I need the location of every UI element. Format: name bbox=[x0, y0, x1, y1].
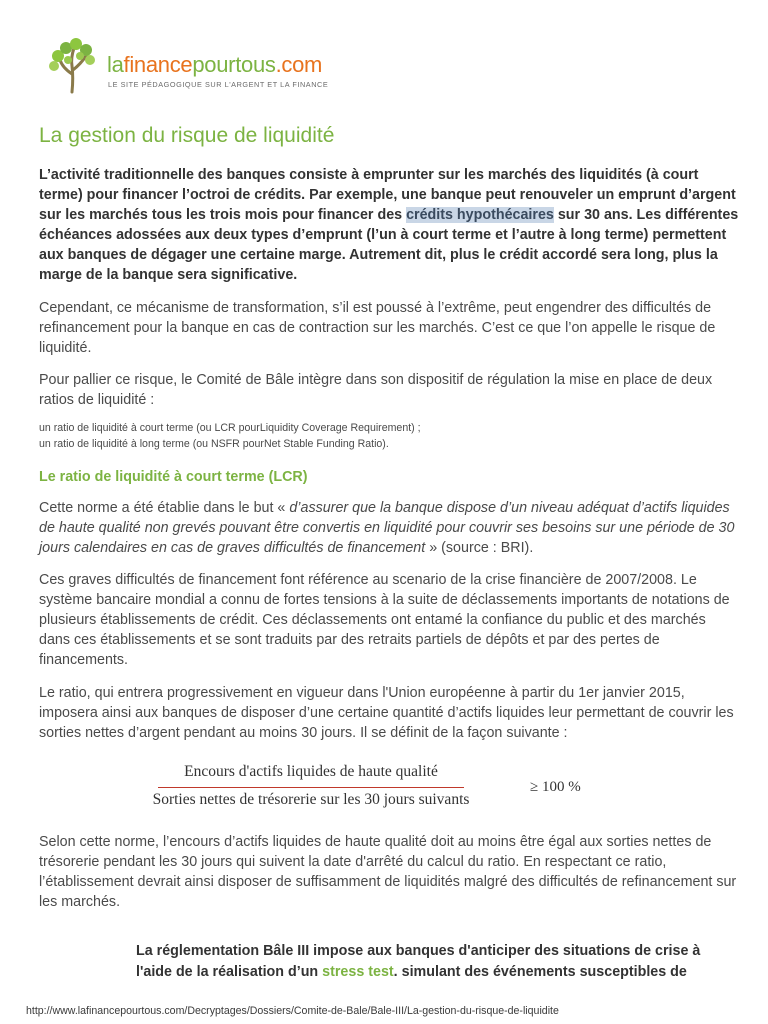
link-stress-test[interactable]: stress test bbox=[322, 964, 394, 980]
formula-condition: ≥ 100 % bbox=[530, 779, 581, 795]
paragraph-transformation: Cependant, ce mécanisme de transformation, s’il est poussé à l’extrême, peut engendrer des difficultés de refinancement pour la banque en cas de contraction sur les marchés. C’est ce que l’on appelle le risque de liquidité. bbox=[39, 300, 716, 356]
site-logo[interactable] bbox=[46, 38, 336, 94]
callout-bale-iii: La réglementation Bâle III impose aux banques d'anticiper des situations de crise à l'aide de la réalisation d’un stress test. simulant des événements susceptibles de bbox=[136, 943, 701, 980]
paragraph-crise: Ces graves difficultés de financement font référence au scenario de la crise financière de 2007/2008. Le système bancaire mondial a connu de fortes tensions à la suite de déclassements importants de notations de plusieurs établissements de crédit. Ces déclassements ont entamé la confiance du public et des marchés dans ces établissements et se sont traduits par des retraits partiels de dépôts et par des pertes de financements. bbox=[39, 572, 730, 668]
paragraph-ratio: Le ratio, qui entrera progressivement en vigueur dans l'Union européenne à partir du 1er janvier 2015, imposera ainsi aux banques de disposer d’une certaine quantité d’actifs liquides leur permettant de couvrir les sorties nettes d’argent pendant au moins 30 jours. Il se définit de la façon suivante : bbox=[39, 685, 734, 741]
page-title: La gestion du risque de liquidité bbox=[39, 124, 335, 147]
tree-logo-icon bbox=[46, 38, 102, 94]
list-item: un ratio de liquidité à long terme (ou NSFR pourNet Stable Funding Ratio). bbox=[39, 438, 389, 450]
lcr-formula bbox=[150, 763, 620, 813]
formula-denominator: Sorties nettes de trésorerie sur les 30 jours suivants bbox=[152, 791, 470, 808]
logo-wordmark: lafinancepourtous.com bbox=[107, 52, 323, 77]
paragraph-comite-bale: Pour pallier ce risque, le Comité de Bâle intègre dans son dispositif de régulation la mise en place de deux ratios de liquidité : bbox=[39, 372, 713, 408]
intro-paragraph: L’activité traditionnelle des banques consiste à emprunter sur les marchés des liquidités (à court terme) pour financer l’octroi de crédits. Par exemple, une banque peut renouveler un emprunt d’argent sur les marchés tous les trois mois pour financer des crédits hypothécaires sur 30 ans. Les différentes échéances adossées aux deux types d’emprunt (l’un à court terme et l’autre à long terme) permettent aux banques de dégager une certaine marge. Autrement dit, plus le crédit accordé sera long, plus la marge de la banque sera significative. bbox=[39, 167, 739, 283]
fraction-bar bbox=[158, 787, 464, 788]
section-subtitle: Le ratio de liquidité à court terme (LCR) bbox=[39, 469, 308, 485]
ratio-list bbox=[39, 420, 739, 452]
paragraph-selon-norme: Selon cette norme, l’encours d’actifs liquides de haute qualité doit au moins être égal aux sorties nettes de trésorerie pendant les 30 jours qui suivent la date d'arrêté du calcul du ratio. En respectant ce ratio, l’établissement devrait ainsi disposer de suffisamment de liquidités malgré des difficultés de refinancement sur les marchés. bbox=[39, 834, 737, 910]
link-credits-hypothecaires[interactable]: crédits hypothécaires bbox=[406, 207, 554, 223]
logo-tagline: LE SITE PÉDAGOGIQUE SUR L'ARGENT ET LA FINANCE bbox=[108, 80, 329, 89]
paragraph-norme: Cette norme a été établie dans le but « d’assurer que la banque dispose d’un niveau adéquat d’actifs liquides de haute qualité non grevés pouvant être convertis en liquidité pour couvrir ses besoins sur une période de 30 jours calendaires en cas de graves difficultés de financement » (source : BRI). bbox=[39, 500, 735, 556]
list-item: un ratio de liquidité à court terme (ou LCR pourLiquidity Coverage Requirement) ; bbox=[39, 422, 421, 434]
footer-url: http://www.lafinancepourtous.com/Decryptages/Dossiers/Comite-de-Bale/Bale-III/La-gestion-du-risque-de-liquidite bbox=[26, 1005, 559, 1017]
formula-numerator: Encours d'actifs liquides de haute qualité bbox=[184, 763, 438, 780]
